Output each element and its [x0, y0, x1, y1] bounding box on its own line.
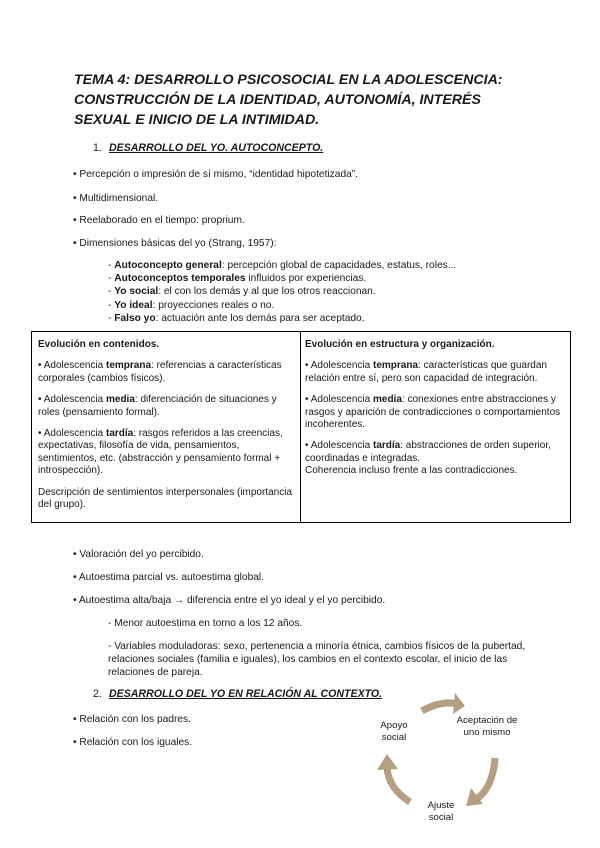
bullet-percepcion: • Percepción o impresión de sí mismo, “identidad hipotetizada”. [73, 169, 358, 180]
table-column-structure [305, 339, 567, 478]
dimension-item: - Autoconcepto general: percepción global de capacidades, estatus, roles... [108, 260, 457, 271]
bullet-multidimensional: • Multidimensional. [73, 193, 159, 204]
title-line-1: TEMA 4: DESARROLLO PSICOSOCIAL EN LA ADOLESCENCIA: [74, 72, 503, 88]
section-1-heading [93, 142, 323, 154]
evolution-table [31, 331, 571, 523]
arrow-support-to-acceptance-icon [422, 693, 465, 714]
section-1-title: DESARROLLO DEL YO. AUTOCONCEPTO. [109, 142, 324, 154]
section-2-title: DESARROLLO DEL YO EN RELACIÓN AL CONTEXTO. [109, 688, 383, 700]
sub-menor-autoestima: - Menor autoestima en torno a los 12 años. [108, 618, 303, 629]
bullet-valoracion: • Valoración del yo percibido. [73, 549, 204, 560]
table-cell: • Adolescencia temprana: características que guardan relación entre sí, pero son capacidad de integración. [305, 360, 547, 384]
section-2-heading [93, 688, 382, 700]
column-header: Evolución en estructura y organización. [305, 339, 495, 350]
bullet-relacion-padres: • Relación con los padres. [73, 714, 191, 725]
dimensions-list [108, 259, 456, 325]
document-title [74, 70, 544, 130]
column-header: Evolución en contenidos. [38, 339, 160, 350]
dimension-item: - Falso yo: actuación ante los demás para ser aceptado. [108, 312, 365, 324]
bullet-reelaborado: • Reelaborado en el tiempo: proprium. [73, 215, 245, 226]
bullet-relacion-iguales: • Relación con los iguales. [73, 737, 193, 748]
sub-variables-moduladoras: - Variables moduladoras: sexo, pertenencia a minoría étnica, cambios físicos de la pubertad, relaciones sociales (familia e iguales), los cambios en el contexto escolar, el inicio de las relaciones de pareja. [108, 641, 526, 678]
node-aceptacion: Aceptación de uno mismo [456, 715, 518, 738]
node-ajuste-social: Ajuste social [427, 800, 455, 823]
cycle-diagram [355, 690, 530, 840]
bullet-autoestima-alta-baja: • Autoestima alta/baja → diferencia entre el yo ideal y el yo percibido. [73, 595, 386, 606]
arrow-adjustment-to-support-icon [377, 754, 410, 802]
bullet-autoestima-parcial: • Autoestima parcial vs. autoestima global. [73, 572, 265, 583]
table-cell: • Adolescencia temprana: referencias a características corporales (cambios físicos). [38, 360, 282, 384]
table-note: Coherencia incluso frente a las contradicciones. [305, 465, 518, 477]
dimension-item: - Autoconceptos temporales influidos por experiencias. [108, 273, 367, 285]
table-note: Descripción de sentimientos interpersonales (importancia del grupo). [38, 486, 293, 511]
section-2-number: 2. [93, 688, 102, 700]
dimension-item: - Yo ideal: proyecciones reales o no. [108, 299, 275, 311]
table-divider [300, 332, 301, 522]
section-1-number: 1. [93, 142, 102, 154]
dimension-item: - Yo social: el con los demás y al que los otros reaccionan. [108, 286, 376, 298]
title-line-2: CONSTRUCCIÓN DE LA IDENTIDAD, AUTONOMÍA, INTERÉS [74, 92, 481, 108]
arrow-acceptance-to-adjustment-icon [466, 758, 495, 806]
table-column-contents [38, 339, 296, 511]
table-cell: • Adolescencia tardía: rasgos referidos a las creencias, expectativas, filosofía de vida, pensamientos, sentimientos, etc. (abstracción y pensamiento formal + introspección). [38, 428, 283, 477]
node-apoyo-social: Apoyo social [380, 720, 408, 743]
title-line-3: SEXUAL E INICIO DE LA INTIMIDAD. [74, 112, 320, 128]
table-cell: • Adolescencia media: conexiones entre abstracciones y rasgos y aparición de contradicciones o comportamientos incoherentes. [305, 394, 561, 431]
table-cell: • Adolescencia media: diferenciación de situaciones y roles (pensamiento formal). [38, 394, 277, 418]
bullet-dimensiones: • Dimensiones básicas del yo (Strang, 1957): [73, 238, 277, 249]
table-cell: • Adolescencia tardía: abstracciones de orden superior, coordinadas e integradas. [305, 440, 551, 464]
